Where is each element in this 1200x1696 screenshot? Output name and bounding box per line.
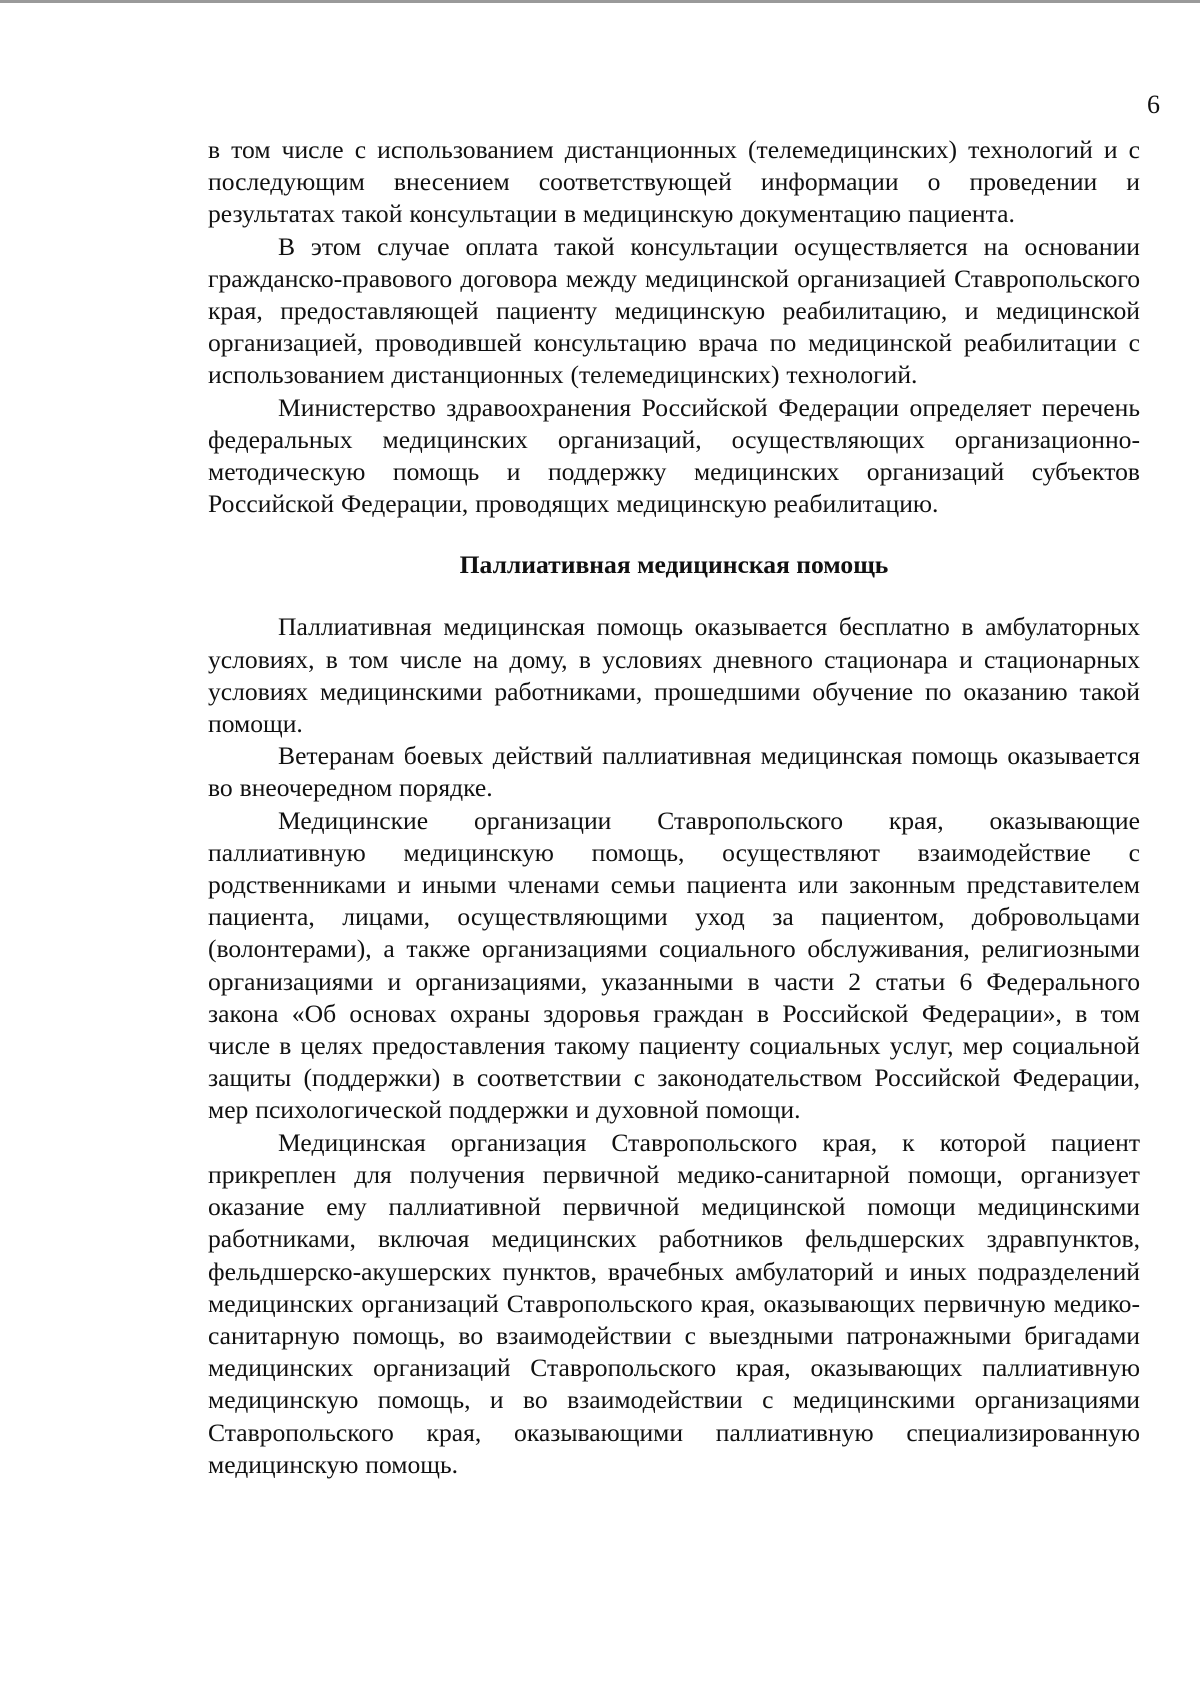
page-top-edge <box>0 0 1200 3</box>
paragraph-interaction: Медицинские организации Ставропольского края, оказывающие паллиативную медицинскую помощь, осуществляют взаимодействие с родственниками и иными членами семьи пациента или законным представителем пациента, лицами, осуществляющими уход за пациентом, добровольцами (волонтерами), а также организациями социального обслуживания, религиозными организациями и организациями, указанными в части 2 статьи 6 Федерального закона «Об основах охраны здоровья граждан в Российской Федерации», в том числе в целях предоставления такому пациенту социальных услуг, мер социальной защиты (поддержки) в соответствии с законодательством Российской Федерации, мер психологической поддержки и духовной помощи. <box>208 805 1140 1125</box>
section-heading: Паллиативная медицинская помощь <box>459 550 889 580</box>
paragraph-primary-care-organization: Медицинская организация Ставропольского края, к которой пациент прикреплен для получения первичной медико-санитарной помощи, организует оказание ему паллиативной первичной медицинской помощи медицинскими работниками, включая медицинских работников фельдшерских здравпунктов, фельдшерско-акушерских пунктов, врачебных амбулаторий и иных подразделений медицинских организаций Ставропольского края, оказывающих первичную медико-санитарную помощь, во взаимодействии с выездными патронажными бригадами медицинских организаций Ставропольского края, оказывающих паллиативную медицинскую помощь, и во взаимодействии с медицинскими организациями Ставропольского края, оказывающими паллиативную специализированную медицинскую помощь. <box>208 1127 1140 1479</box>
paragraph-palliative-care: Паллиативная медицинская помощь оказывается бесплатно в амбулаторных условиях, в том числе на дому, в условиях дневного стационара и стационарных условиях медицинскими работниками, прошедшими обучение по оказанию такой помощи. <box>208 612 1140 739</box>
page-number: 6 <box>1147 90 1160 119</box>
paragraph-ministry-list: Министерство здравоохранения Российской Федерации определяет перечень федеральных медицинских организаций, осуществляющих организационно-методическую помощь и поддержку медицинских организаций субъектов Российской Федерации, проводящих медицинскую реабилитацию. <box>208 392 1140 519</box>
paragraph-consultation-payment: В этом случае оплата такой консультации осуществляется на основании гражданско-правового договора между медицинской организацией Ставропольского края, предоставляющей пациенту медицинскую реабилитацию, и медицинской организацией, проводившей консультацию врача по медицинской реабилитации с использованием дистанционных (телемедицинских) технологий. <box>208 231 1140 390</box>
paragraph-continuation: в том числе с использованием дистанционных (телемедицинских) технологий и с последующим внесением соответствующей информации о проведении и результатах такой консультации в медицинскую документацию пациента. <box>208 135 1140 229</box>
paragraph-veterans: Ветеранам боевых действий паллиативная медицинская помощь оказывается во внеочередном порядке. <box>208 741 1140 803</box>
document-body <box>208 134 1140 1481</box>
